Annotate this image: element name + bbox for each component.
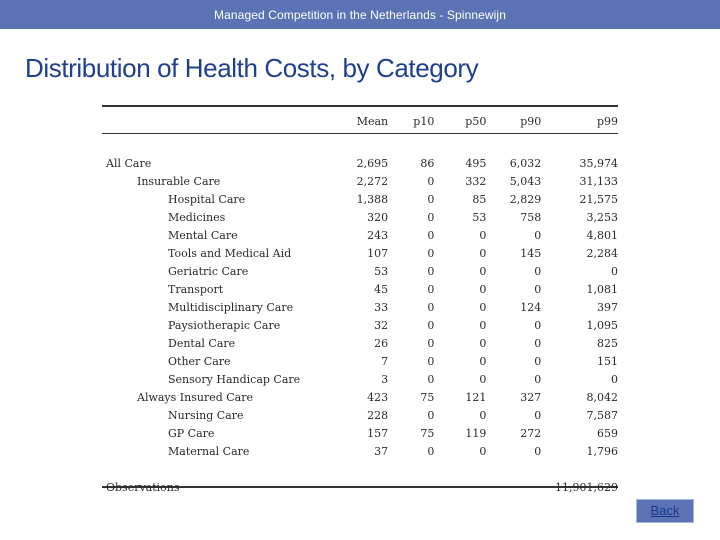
header-title: Managed Competition in the Netherlands - Spinnewijn [214, 8, 506, 22]
slide-title: Distribution of Health Costs, by Category [25, 53, 479, 83]
row-label: Medicines [168, 211, 226, 224]
cell-p10: 0 [427, 229, 435, 242]
cost-distribution-table [102, 105, 618, 497]
cell-p90: 0 [534, 445, 542, 458]
table-row [102, 155, 618, 173]
cell-p99: 397 [597, 301, 618, 314]
cell-p50: 0 [479, 445, 487, 458]
cell-p50: 85 [472, 193, 487, 206]
cell-p99: 0 [611, 265, 618, 278]
table-row [102, 443, 618, 461]
cell-mean: 45 [374, 283, 389, 296]
observations-gap [346, 479, 541, 497]
cell-p90: 2,829 [509, 193, 542, 206]
cell-p90: 0 [534, 265, 542, 278]
cell-mean: 1,388 [356, 193, 389, 206]
cell-p50: 119 [465, 427, 487, 440]
table-row [102, 209, 618, 227]
cell-p99: 1,796 [586, 445, 618, 458]
table-header-row [102, 105, 618, 137]
row-label: GP Care [168, 427, 215, 440]
cell-p90: 0 [534, 337, 542, 350]
cell-p10: 0 [427, 247, 435, 260]
cell-mean: 3 [381, 373, 389, 386]
cell-p10: 0 [427, 301, 435, 314]
cell-p90: 758 [520, 211, 542, 224]
cell-p50: 332 [465, 175, 487, 188]
cell-p10: 0 [427, 373, 435, 386]
header-label-cell [102, 105, 346, 137]
cell-p10: 0 [427, 193, 435, 206]
cell-mean: 423 [367, 391, 389, 404]
cell-mean: 37 [374, 445, 389, 458]
table-row [102, 425, 618, 443]
row-label: Hospital Care [168, 193, 246, 206]
cell-p90: 6,032 [509, 157, 542, 170]
cell-p99: 825 [597, 337, 618, 350]
cell-p99: 1,081 [586, 283, 618, 296]
table-row [102, 353, 618, 371]
table-row [102, 335, 618, 353]
observations-value: 11,901,629 [555, 481, 618, 494]
observations-label: Observations [106, 481, 180, 494]
cell-p10: 0 [427, 175, 435, 188]
table-row [102, 371, 618, 389]
cell-p99: 31,133 [579, 175, 618, 188]
row-label: Paysiotherapic Care [168, 319, 281, 332]
column-header-p50: p50 [465, 115, 487, 128]
cell-p10: 0 [427, 319, 435, 332]
cell-p90: 0 [534, 355, 542, 368]
column-header-p99: p99 [596, 115, 618, 128]
cell-p10: 0 [427, 283, 435, 296]
cell-mean: 53 [374, 265, 389, 278]
cell-p99: 0 [611, 373, 618, 386]
cell-mean: 2,695 [356, 157, 389, 170]
cell-p90: 0 [534, 229, 542, 242]
cell-p99: 659 [597, 427, 618, 440]
cell-p99: 2,284 [586, 247, 618, 260]
row-label: Tools and Medical Aid [168, 247, 292, 260]
cell-p10: 86 [420, 157, 435, 170]
cell-mean: 2,272 [356, 175, 389, 188]
table-row [102, 407, 618, 425]
table-row [102, 191, 618, 209]
cell-p90: 327 [520, 391, 542, 404]
cell-p90: 0 [534, 409, 542, 422]
row-label: Mental Care [168, 229, 238, 242]
cell-p50: 0 [479, 283, 487, 296]
cell-p90: 5,043 [509, 175, 542, 188]
row-label: Transport [168, 283, 224, 296]
cell-p50: 0 [479, 319, 487, 332]
cell-p10: 0 [427, 337, 435, 350]
row-label: Insurable Care [137, 175, 221, 188]
cell-p50: 0 [479, 355, 487, 368]
table-row [102, 389, 618, 407]
cell-p50: 0 [479, 229, 487, 242]
column-header-p10: p10 [413, 115, 435, 128]
row-label: Geriatric Care [168, 265, 249, 278]
cell-mean: 32 [374, 319, 389, 332]
cell-p90: 124 [520, 301, 542, 314]
cell-mean: 243 [367, 229, 389, 242]
table-row [102, 317, 618, 335]
table-spacer [102, 461, 618, 479]
cell-p10: 0 [427, 265, 435, 278]
column-header-mean: Mean [356, 115, 389, 128]
cell-p10: 0 [427, 409, 435, 422]
cell-p50: 0 [479, 265, 487, 278]
cell-p90: 0 [534, 319, 542, 332]
table-row [102, 245, 618, 263]
cell-p50: 0 [479, 337, 487, 350]
table-row [102, 173, 618, 191]
cell-mean: 26 [374, 337, 389, 350]
table-row [102, 263, 618, 281]
cell-p90: 0 [534, 283, 542, 296]
cell-mean: 33 [374, 301, 389, 314]
table-row [102, 227, 618, 245]
column-header-p90: p90 [520, 115, 542, 128]
cell-p50: 0 [479, 409, 487, 422]
cell-p10: 0 [427, 355, 435, 368]
cell-mean: 157 [367, 427, 389, 440]
back-button[interactable]: Back [636, 499, 694, 523]
header-bar [0, 0, 720, 29]
row-label: All Care [106, 157, 152, 170]
cost-distribution-table-container [102, 105, 618, 494]
cell-p99: 35,974 [579, 157, 618, 170]
row-label: Maternal Care [168, 445, 250, 458]
cell-mean: 228 [367, 409, 389, 422]
cell-p99: 3,253 [586, 211, 618, 224]
cell-p99: 8,042 [586, 391, 618, 404]
cell-p99: 7,587 [586, 409, 618, 422]
row-label: Always Insured Care [137, 391, 253, 404]
observations-row [102, 479, 618, 497]
cell-p99: 151 [597, 355, 618, 368]
row-label: Sensory Handicap Care [168, 373, 301, 386]
row-label: Multidisciplinary Care [168, 301, 294, 314]
cell-p50: 0 [479, 373, 487, 386]
cell-p50: 53 [472, 211, 487, 224]
cell-p10: 75 [420, 427, 435, 440]
cell-p99: 1,095 [586, 319, 618, 332]
cell-p90: 145 [520, 247, 542, 260]
cell-mean: 7 [381, 355, 389, 368]
cell-mean: 107 [367, 247, 389, 260]
cell-p90: 272 [520, 427, 542, 440]
cell-mean: 320 [367, 211, 389, 224]
cell-p10: 0 [427, 211, 435, 224]
row-label: Nursing Care [168, 409, 244, 422]
row-label: Other Care [168, 355, 231, 368]
table-spacer [102, 137, 618, 155]
cell-p50: 0 [479, 301, 487, 314]
cell-p99: 4,801 [586, 229, 618, 242]
row-label: Dental Care [168, 337, 236, 350]
cell-p99: 21,575 [579, 193, 618, 206]
cell-p90: 0 [534, 373, 542, 386]
cell-p10: 75 [420, 391, 435, 404]
cell-p10: 0 [427, 445, 435, 458]
table-row [102, 299, 618, 317]
cell-p50: 495 [465, 157, 487, 170]
cell-p50: 0 [479, 247, 487, 260]
cell-p50: 121 [465, 391, 487, 404]
table-row [102, 281, 618, 299]
table-body [102, 137, 618, 497]
